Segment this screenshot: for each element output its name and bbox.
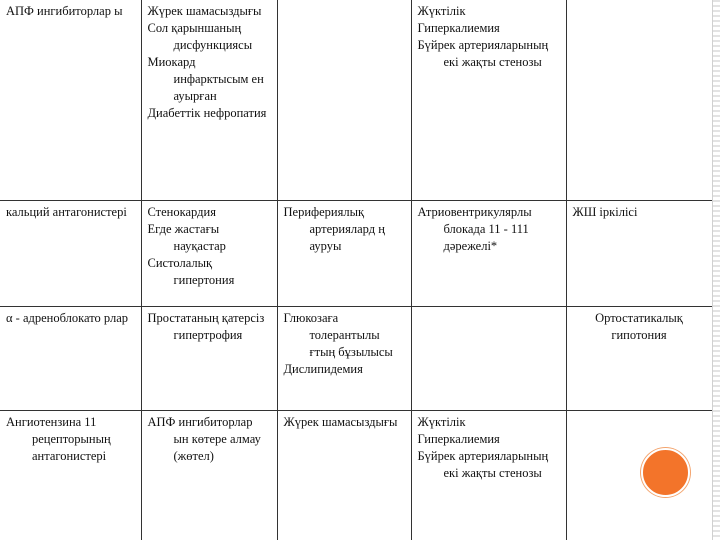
cell-text: Ангиотензина 11 рецепторының антагонистері: [6, 414, 111, 463]
cell-text: Гиперкалиемия: [417, 431, 500, 446]
table-cell-empty: [277, 0, 411, 200]
cell-text: Жүктілік: [417, 4, 466, 18]
cell-text: ЖШ іркілісі: [572, 204, 638, 219]
cell-text: АПФ ингибиторлар ын көтере алмау (жөтел): [147, 414, 261, 463]
cell-text: Жүктілік: [417, 414, 466, 429]
cell-text: Стенокардия: [147, 204, 216, 219]
cell-text: Егде жастағы науқастар: [147, 221, 226, 253]
cell-text: Простатаның қатерсіз гипертрофия: [147, 310, 265, 342]
cell-text: кальций антагонистері: [6, 204, 127, 219]
cell-text: Глюкозаға толерантылы ғтың бұзылысы: [283, 310, 393, 359]
cell-text: α - адреноблокато рлар: [6, 310, 129, 325]
table-row: [0, 306, 712, 410]
table-cell: [277, 410, 411, 540]
cell-text: Миокард инфарктысым ен ауырған: [147, 55, 264, 103]
cell-text: Жүрек шамасыздығы: [147, 4, 262, 18]
table-cell-empty: [566, 410, 712, 540]
table-cell: [411, 0, 566, 200]
cell-text: Систолалық гипертония: [147, 255, 235, 287]
cell-text: Диабеттік нефропатия: [147, 106, 267, 120]
table-cell: [0, 410, 141, 540]
table-cell: [566, 306, 712, 410]
table-cell: [0, 306, 141, 410]
cell-text: Атриовентрикулярлы блокада 11 - 111 дәрежелі*: [417, 204, 532, 253]
cell-text: Бүйрек артерияларының екі жақты стенозы: [417, 448, 549, 480]
table-cell: [0, 200, 141, 306]
cell-text: Бүйрек артерияларының екі жақты стенозы: [417, 38, 549, 69]
cell-text: Перифериялық артериялард ң ауруы: [283, 204, 385, 253]
decorative-side-border: [712, 0, 720, 540]
table-cell: [141, 200, 277, 306]
table-cell: [277, 200, 411, 306]
table-cell: [141, 306, 277, 410]
cell-text: Ортостатикалық гипотония: [595, 310, 683, 342]
orange-circle-decoration: [641, 448, 690, 497]
table-cell: [0, 0, 141, 200]
table-cell: [141, 410, 277, 540]
table-cell: [277, 306, 411, 410]
table-row: [0, 200, 712, 306]
table-cell-empty: [566, 0, 712, 200]
table-cell: [141, 0, 277, 200]
cell-text: Сол қарыншаның дисфункциясы: [147, 21, 253, 52]
cell-text: Дислипидемия: [283, 361, 363, 376]
table-cell: [566, 200, 712, 306]
table-cell-empty: [411, 306, 566, 410]
cell-text: Жүрек шамасыздығы: [283, 414, 398, 429]
table-row: [0, 410, 712, 540]
cell-text: Гиперкалиемия: [417, 21, 500, 35]
cell-text: АПФ ингибиторлар ы: [6, 4, 123, 18]
table-cell: [411, 410, 566, 540]
table-cell: [411, 200, 566, 306]
table-row: [0, 0, 712, 200]
